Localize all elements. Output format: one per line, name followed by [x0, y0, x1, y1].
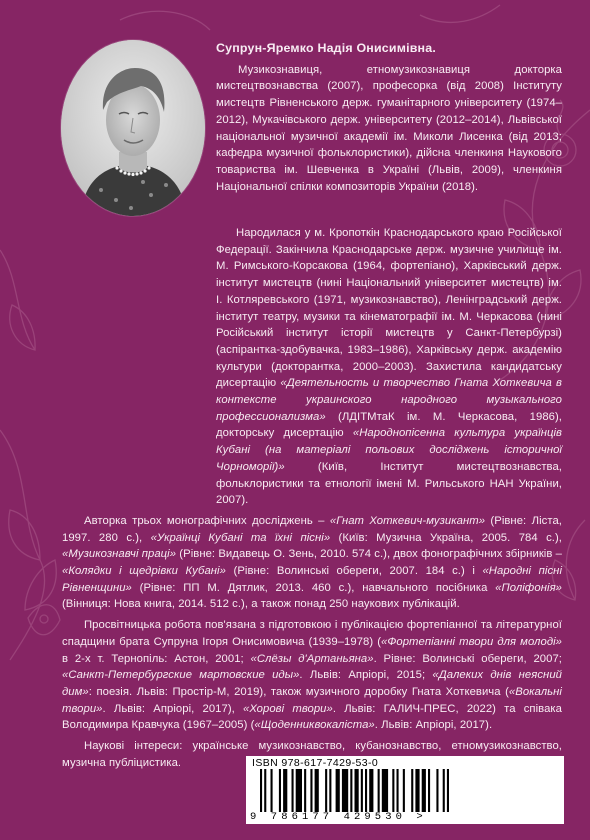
bio-text: (Рівне: Ліста, 1997. 280 с.), — [62, 514, 562, 544]
author-intro — [216, 40, 562, 199]
barcode-bar — [447, 769, 449, 812]
barcode-bar — [292, 769, 294, 812]
barcode-bar — [283, 769, 287, 812]
bio-title: «Колядки і щедрівки Кубані» — [62, 565, 226, 578]
bio-paragraph-education — [216, 225, 562, 509]
bio-text: . Львів: ГАЛИЧ-ПРЕС, 2022) та співака Володимира Кравчука (1967–2005) ( — [62, 702, 562, 732]
isbn-barcode-digits: 9 786177 429530 > — [250, 811, 427, 823]
bio-title: «Фортепіанні твори для молоді» — [381, 635, 562, 648]
barcode-bar — [325, 769, 327, 812]
barcode-bars — [254, 769, 554, 812]
barcode-bar — [329, 769, 331, 812]
barcode-bar — [443, 769, 445, 812]
bio-text: (Рівне: ПП М. Дятлик, 2013. 460 с.), навчального посібника — [131, 581, 496, 594]
isbn-label: ISBN 978-617-7429-53-0 — [252, 757, 379, 769]
bio-text: Авторка трьох монографічних досліджень – — [84, 514, 330, 527]
bio-text: Народилася у м. Кропоткін Краснодарського краю Російської Федерації. Закінчила Краснодарське держ. музичне училище ім. М. Римського-Корсакова (1964, фортепіано), Харківський держ. інститут мистецтв (нині Національний університет мистецтв) ім. І. Котляревського (1971, музикознавство), Ленінградський держ. інститут театру, музики та кінематографії ім. М. Черкасова (нині Російський інститут історії мистецтв у Санкт-Петербурзі) (аспірантка-здобувачка, 1983–1986), Харківську держ. академію культури (докторантка, 2000–2003). Захистила кандидатську дисертацію — [216, 227, 562, 390]
author-biography — [62, 225, 562, 776]
barcode-bar — [310, 769, 312, 812]
barcode-bar — [260, 769, 262, 812]
bio-title: «Хорові твори» — [243, 702, 333, 715]
barcode-bar — [271, 769, 273, 812]
author-name: Супрун-Яремко Надія Онисимівна. — [216, 41, 436, 55]
barcode-bar — [415, 769, 419, 812]
barcode-bar — [296, 769, 302, 812]
bio-text: (Вінниця: Нова книга, 2014. 512 с.), а також понад 250 наукових публікацій. — [62, 598, 460, 611]
bio-text: . Львів: Апріорі, 2017), — [102, 702, 244, 715]
barcode-bar — [369, 769, 373, 812]
barcode-bar — [336, 769, 340, 812]
bio-title: «Слёзы д'Артаньяна» — [250, 652, 374, 665]
bio-title: «Народнопісенна культура українців Кубані (на матеріалі польових досліджень історичної Чорноморії)» — [216, 427, 562, 473]
bio-title: «Поліфонія» — [495, 581, 562, 594]
barcode-bar — [378, 769, 380, 812]
author-intro-paragraph: Музикознавиця, етномузикознавиця докторка мистецтвознавства (2007), професорка (від 2008) Інституту мистецтв Рівненського держ. гуманітарного університету (1974–2012), Мукачівського держ. університету (2012–2014), Львівської національної музичної академії ім. Миколи Лисенка (від 2013; кафедра музичної фольклористики), дійсна членкиня Наукового товариства ім. Шевченка в Україні (Львів, 2009), членкиня Національної спілки композиторів України (2018). — [216, 63, 562, 193]
bio-text: . Рівне: Волинські обереги, 2007; — [373, 652, 562, 665]
bio-text: (Рівне: Видавець О. Зень, 2010. 574 с.), двох фонографічних збірників – — [176, 548, 562, 561]
isbn-barcode-box — [246, 756, 564, 824]
bio-text: . Львів: Апріорі, 2015; — [299, 669, 433, 682]
bio-text: . Львів: Апріорі, 2017). — [374, 719, 493, 732]
bio-title: «Далеких днів неясний дим» — [62, 669, 562, 698]
barcode-bar — [264, 769, 266, 812]
bio-title: «Щоденниквокаліста» — [254, 719, 375, 732]
barcode-bar — [392, 769, 394, 812]
author-portrait-photo — [61, 40, 205, 216]
barcode-bar — [436, 769, 438, 812]
bio-title: «Українці Кубані та їхні пісні» — [150, 531, 331, 544]
barcode-bar — [403, 769, 405, 812]
barcode-bar — [350, 769, 352, 812]
bio-paragraph-interests: Наукові інтереси: українське музикознавство, кубанознавство, етномузикознавство, музична публіцистика. — [62, 740, 562, 769]
bio-text: (ЛДІТМтаК ім. М. Черкасова, 1986), докторську дисертацію — [216, 410, 562, 440]
barcode-bar — [355, 769, 359, 812]
barcode-bar — [428, 769, 430, 812]
barcode-bar — [279, 769, 281, 812]
bio-title: «Народні пісні Рівненщини» — [62, 565, 563, 594]
bio-text: (Київ, Інститут мистецтвознавства, фольклористики та етнології імені М. Рильського НАН України, 2007). — [216, 460, 562, 507]
barcode-bar — [315, 769, 319, 812]
bio-title: «Санкт-Петербургские мартовские иды» — [62, 669, 300, 682]
bio-text: (Рівне: Волинські обереги, 2007. 184 с.) і — [225, 565, 483, 578]
barcode-bar — [422, 769, 426, 812]
bio-title: «Вокальні твори» — [62, 685, 562, 715]
bio-title: «Музикознавчі праці» — [62, 548, 177, 561]
barcode-bar — [397, 769, 399, 812]
bio-text: в 2-х т. Тернопіль: Астон, 2001; — [62, 652, 251, 665]
barcode-bar — [304, 769, 306, 812]
bio-title: «Деятельность и творчество Гната Хоткевича в контексте украинского народного музыкального профессионализма» — [216, 377, 562, 423]
bio-paragraph-publications — [62, 513, 562, 613]
bio-title: «Гнат Хоткевич-музикант» — [329, 514, 486, 527]
barcode-bar — [342, 769, 348, 812]
barcode-bar — [411, 769, 413, 812]
bio-text: (Київ: Музична Україна, 2005. 784 с.), — [330, 531, 562, 544]
barcode-bar — [361, 769, 363, 812]
bio-text: Просвітницька робота пов'язана з підготовкою і публікацією фортепіанної та літературної спадщини брата Супруна Ігоря Онисимовича (1939–1978) ( — [62, 619, 562, 648]
bio-paragraph-outreach — [62, 617, 562, 734]
barcode-bar — [365, 769, 367, 812]
barcode-bar — [382, 769, 388, 812]
bio-text: : поезія. Львів: Простір-М, 2019), також музичного доробку Гната Хоткевича ( — [88, 685, 509, 698]
